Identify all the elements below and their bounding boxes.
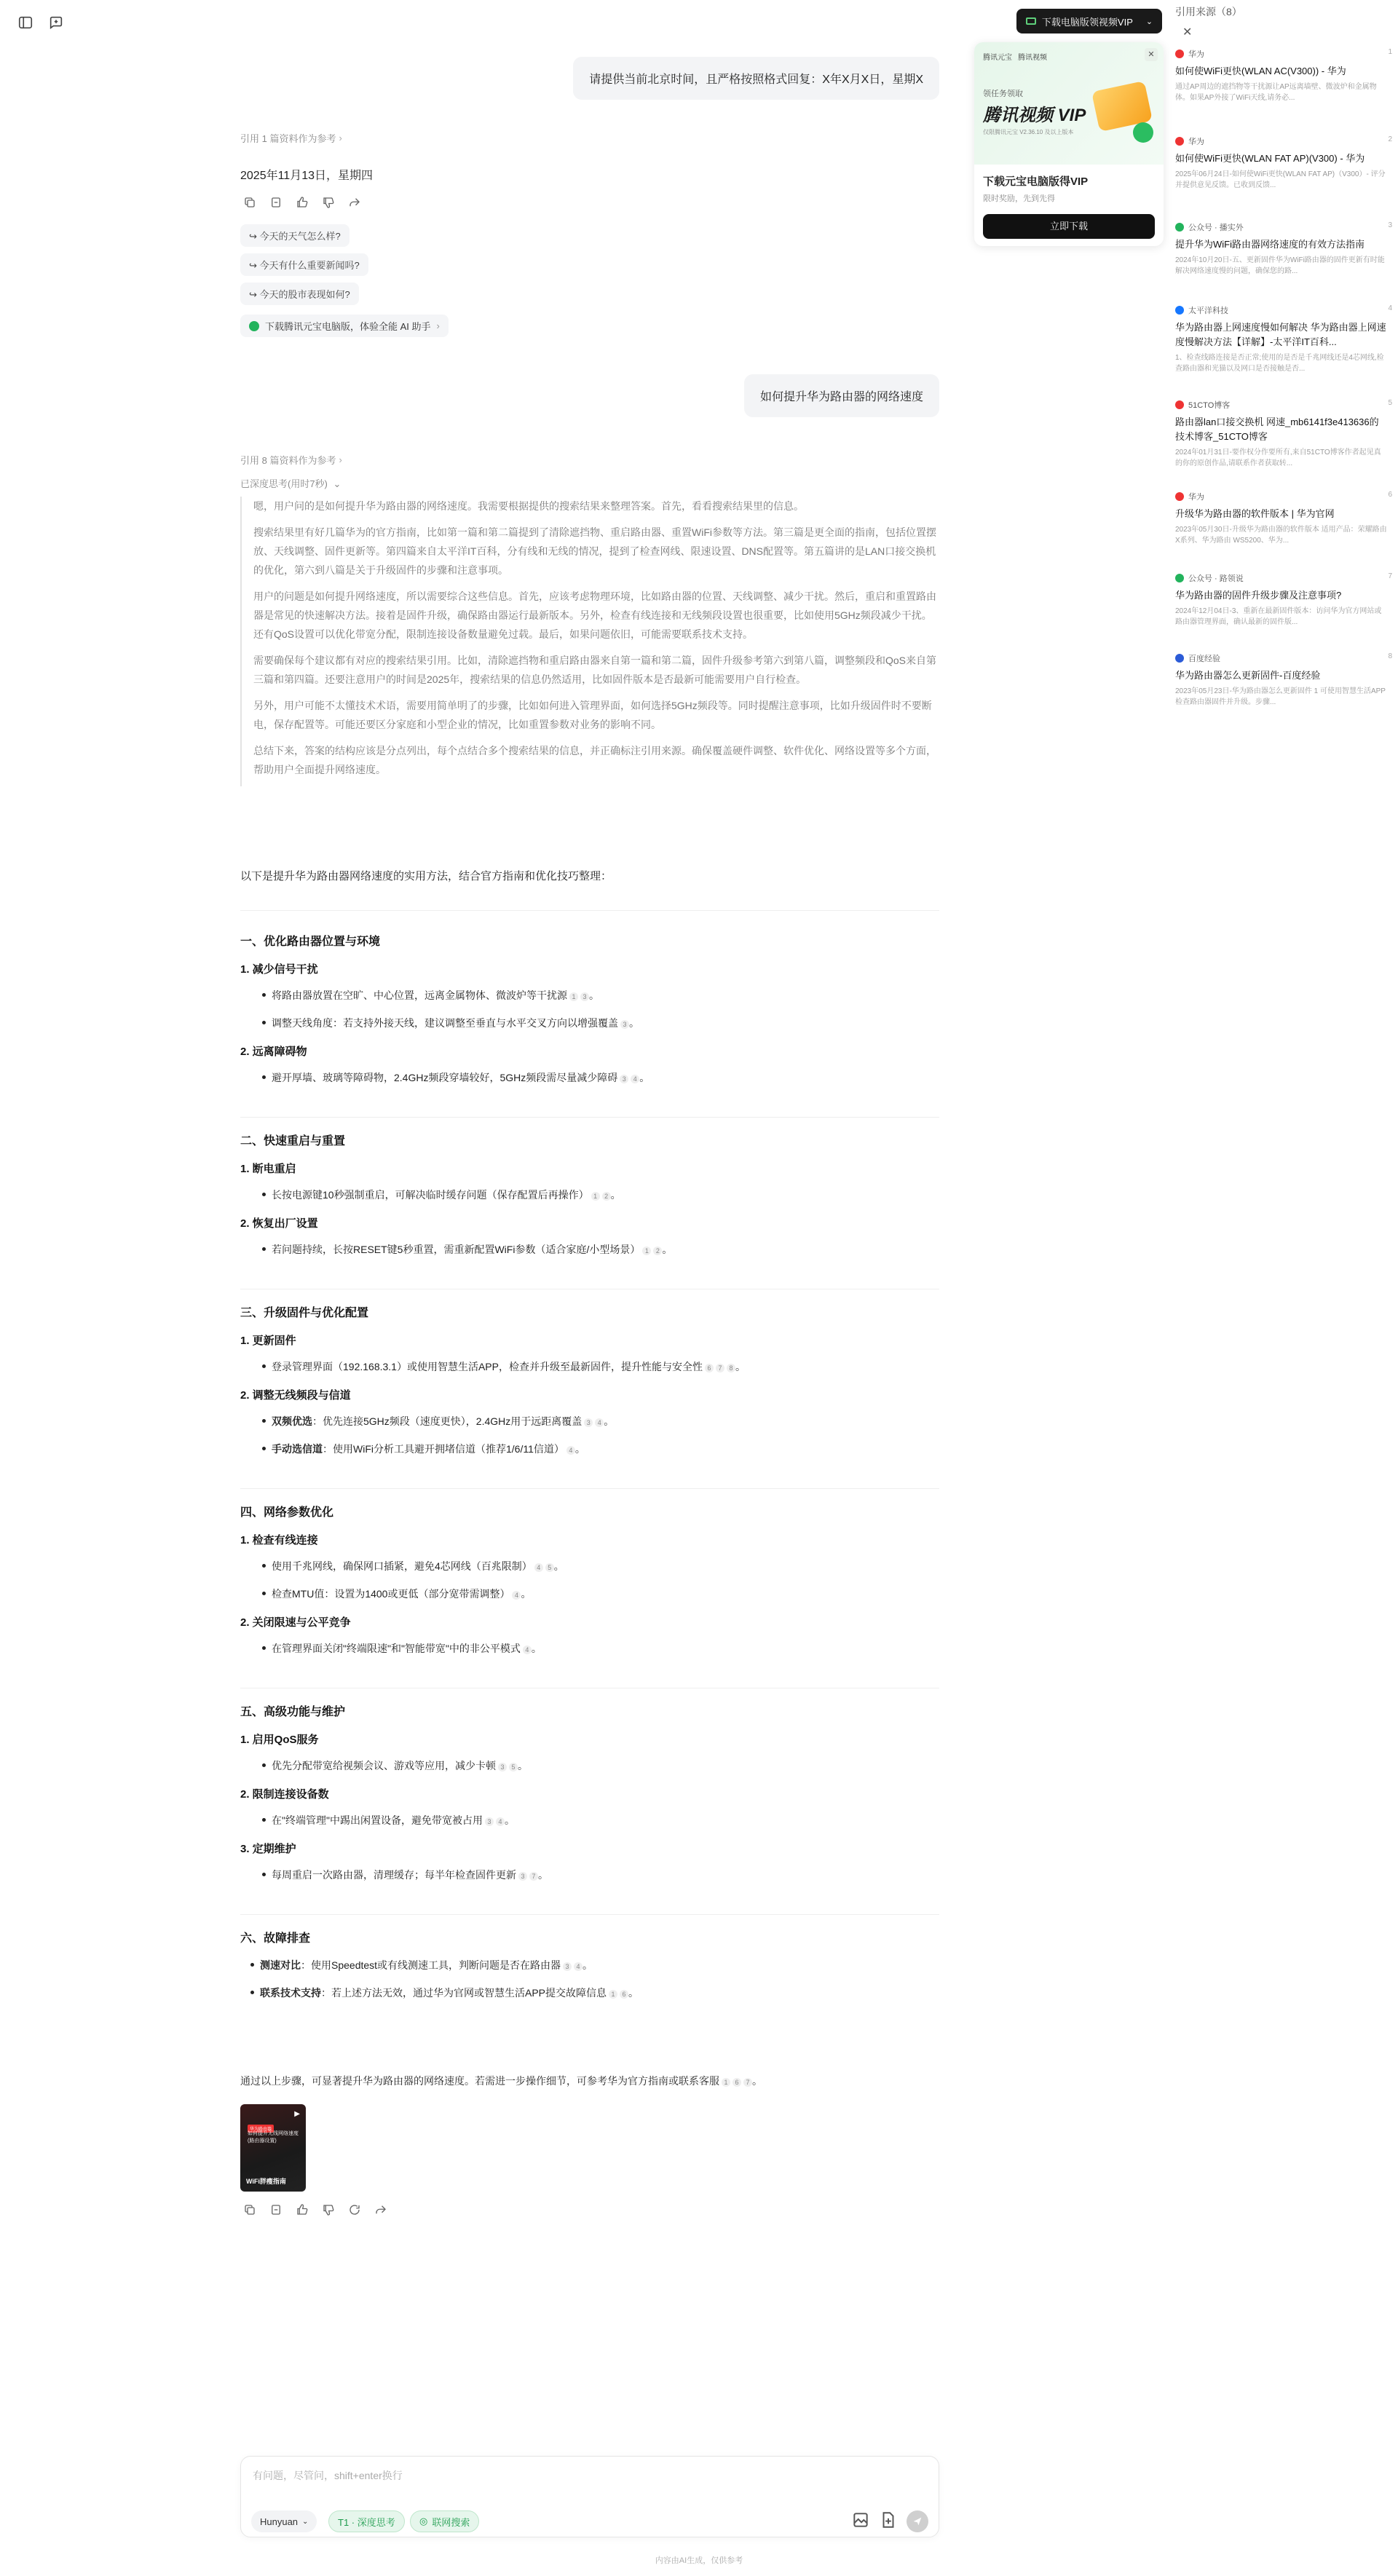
bullet-content: 长按电源键10秒强制重启，可解决临时缓存问题（保存配置后再操作） 1 2 。 [272,1189,621,1201]
subsection-heading: 1. 启用QoS服务 [240,1734,319,1746]
bookmark-icon[interactable] [266,193,285,212]
bullet-item [262,1442,585,1456]
bullet-item [262,1587,531,1601]
source-snippet: 2024年10月20日-五、更新固件华为WiFi路由器的固件更新有时能解决网络速度慢的问题，确保您的路... [1175,256,1385,275]
share-icon[interactable] [345,193,364,212]
bullet-content: 使用千兆网线，确保网口插紧，避免4芯网线（百兆限制） 4 5 。 [272,1560,564,1572]
chevron-down-icon: ⌄ [1145,17,1153,26]
bullet-text: 将路由器放置在空旷、中心位置，远离金属物体、微波炉等干扰源 [272,989,567,1001]
citation-badge[interactable]: 4 [631,1075,639,1083]
bullet-item [262,1641,542,1656]
bullet-item [262,1016,639,1030]
web-search-toggle[interactable] [410,2510,479,2532]
citation-badge[interactable]: 1 [609,1990,617,1999]
ad-title: 下载元宝电脑版得VIP [983,175,1089,188]
ad-headline: 腾讯视频 VIP [983,106,1086,125]
image-upload-icon[interactable] [851,2510,870,2529]
bullet-dot [262,1592,266,1595]
source-snippet: 通过AP周边的遮挡物等干扰源让AP远离墙壁、微波炉和金属物体。如果AP外接了WiFi天线,请务必... [1175,83,1377,102]
deep-think-toggle[interactable] [328,2510,405,2532]
citation-badge[interactable]: 1 [722,2078,730,2087]
source-site-icon [1175,492,1184,501]
bullet-item [262,988,599,1003]
source-meta [1175,399,1388,411]
ad-brand-1: 腾讯元宝 [983,54,1012,62]
desktop-promo-text: 下载腾讯元宝电脑版，体验全能 AI 助手 [265,321,431,332]
source-site-name: 百度经验 [1188,655,1220,663]
suggestion-2-text: 今天有什么重要新闻吗? [259,260,360,271]
source-number: 5 [1388,399,1392,407]
bullet-content: 避开厚墙、玻璃等障碍物，2.4GHz频段穿墙较好，5GHz频段需尽量减少障碍 3 4 。 [272,1072,650,1083]
source-snippet: 2023年05月30日-升级华为路由器的软件版本 适用产品：荣耀路由X系列、华为路由 WS5200、华为... [1175,526,1387,545]
bullet-text: 调整天线角度：若支持外接天线，建议调整至垂直与水平交叉方向以增强覆盖 [272,1017,618,1029]
subsection-heading: 2. 关闭限速与公平竞争 [240,1616,351,1629]
source-number: 3 [1388,221,1392,229]
citation-badge[interactable]: 4 [574,1962,582,1971]
source-site-icon [1175,137,1184,146]
bullet-dot [262,1247,266,1251]
source-site-name: 51CTO博客 [1188,401,1231,410]
citation-badge[interactable]: 1 [642,1246,651,1255]
section-heading: 三、升级固件与优化配置 [240,1307,369,1319]
bullet-text: 长按电源键10秒强制重启，可解决临时缓存问题（保存配置后再操作） [272,1189,589,1201]
suggestion-3-text: 今天的股市表现如何? [259,289,350,300]
user-message-2-text: 如何提升华为路由器的网络速度 [759,391,923,403]
bullet-content: 每周重启一次路由器，清理缓存；每半年检查固件更新 3 7 。 [272,1869,548,1881]
source-item[interactable] [1175,304,1392,374]
source-snippet: 1、检查线路连接是否正常;使用的是否是千兆网线还是4芯网线,检查路由器和光猫以及网口是否接触是否... [1175,354,1384,373]
citation-badge[interactable]: 2 [602,1192,611,1201]
subsection-heading: 2. 限制连接设备数 [240,1788,329,1801]
ad-brands [983,51,1047,62]
bullet-content: 将路由器放置在空旷、中心位置，远离金属物体、微波炉等干扰源 1 3 。 [272,989,599,1001]
source-item[interactable] [1175,48,1392,103]
source-meta [1175,221,1388,233]
bullet-item [262,1359,746,1374]
source-site-name: 华为 [1188,50,1204,59]
bullet-text: 避开厚墙、玻璃等障碍物，2.4GHz频段穿墙较好，5GHz频段需尽量减少障碍 [272,1072,618,1083]
file-upload-icon[interactable] [879,2510,898,2529]
bullet-text: 使用千兆网线，确保网口插紧，避免4芯网线（百兆限制） [272,1560,532,1572]
bookmark-icon[interactable] [266,2200,285,2219]
ad-badge: 领任务领取 [983,90,1023,98]
download-desktop-label: 下载电脑版领视频VIP [1041,16,1133,28]
chevron-right-icon: › [339,454,342,465]
chevron-right-icon: › [339,133,342,143]
source-site-icon [1175,306,1184,315]
bullet-item [262,1414,614,1429]
bullet-strong: 联系技术支持 [260,1987,321,1999]
source-meta [1175,572,1388,584]
bullet-content: 在"终端管理"中踢出闲置设备，避免带宽被占用 3 4 。 [272,1814,515,1826]
bullet-content: 双频优选：优先连接5GHz频段（速度更快），2.4GHz用于远距离覆盖 3 4 。 [272,1415,615,1427]
source-site-icon [1175,223,1184,232]
suggestion-1-text: 今天的天气怎么样? [259,231,341,242]
source-title[interactable]: 如何使WiFi更快(WLAN FAT AP)(V300) - 华为 [1175,153,1365,164]
citation-badge[interactable]: 6 [732,2078,741,2087]
source-number: 7 [1388,572,1392,580]
thumbs-up-icon[interactable] [293,193,312,212]
monitor-icon [1026,17,1036,25]
chevron-down-icon: ⌄ [302,2517,309,2526]
bullet-content: 在管理界面关闭"终端限速"和"智能带宽"中的非公平模式 4 。 [272,1643,542,1654]
bullet-dot [262,1075,266,1079]
top-left-toolbar [17,15,64,31]
bullet-dot [262,1021,266,1024]
ad-close-icon[interactable]: ✕ [1145,48,1158,61]
suggestion-3[interactable]: ↪ 今天的股市表现如何? [240,283,359,305]
thinking-paragraph: 搜索结果里有好几篇华为的官方指南，比如第一篇和第二篇提到了清除遮挡物、重启路由器、重置WiFi参数等方法。第三篇是更全面的指南，包括位置摆放、天线调整、固件更新等。第四篇来自太平洋IT百科，分有线和无线的情况，提到了检查网线、限速设置、DNS配置等。第五篇讲的是LAN口接交换机的优化，第六到八篇是关于升级固件的步骤和注意事项。 [253,526,936,576]
regenerate-icon[interactable] [345,2200,364,2219]
source-title[interactable]: 如何使WiFi更快(WLAN AC(V300)) - 华为 [1175,66,1346,76]
suggestion-1[interactable]: ↪ 今天的天气怎么样? [240,224,350,247]
bullet-strong: 手动选信道 [272,1443,323,1455]
answer-intro: 以下是提升华为路由器网络速度的实用方法，结合官方指南和优化技巧整理： [240,870,612,882]
bullet-dot [262,1818,266,1822]
citation-badge[interactable]: 3 [498,1763,507,1771]
source-site-name: 太平洋科技 [1188,307,1228,315]
thinking-paragraph: 需要确保每个建议都有对应的搜索结果引用。比如，清除遮挡物和重启路由器来自第一篇和第二篇，固件升级参考第六到第八篇，调整频段和QoS来自第三篇和第四篇。还要注意用户的时间是2025年，搜索结果的信息仍然适用，比如固件版本是否最新可能需要用户自行检查。 [253,655,937,685]
citation-badge[interactable]: 4 [512,1591,521,1600]
chevron-down-icon: ⌄ [333,478,341,489]
thumbs-down-icon[interactable] [319,193,338,212]
subsection-heading: 1. 检查有线连接 [240,1534,318,1546]
user-message-1 [573,57,939,100]
citation-badge[interactable]: 7 [716,1364,724,1372]
citation-badge[interactable]: 3 [620,1020,629,1029]
bullet-text: 在管理界面关闭"终端限速"和"智能带宽"中的非公平模式 [272,1643,521,1654]
bullet-dot [262,1447,266,1450]
bullet-dot [262,1364,266,1368]
answer-1-text: 2025年11月13日，星期四 [240,170,374,182]
bullet-text: ：优先连接5GHz频段（速度更快），2.4GHz用于远距离覆盖 [312,1415,582,1427]
answer-1-actions [240,193,364,212]
bullet-dot [262,1419,266,1423]
user-message-2 [744,374,939,417]
answer-2-actions [240,2200,390,2219]
citation-badge[interactable]: 6 [705,1364,714,1372]
source-item[interactable] [1175,135,1392,191]
video-brand: WiFi胖瘦指南 [246,2178,286,2185]
source-number: 6 [1388,491,1392,499]
thumbs-up-icon[interactable] [293,2200,312,2219]
citation-badge[interactable]: 4 [595,1418,604,1427]
bullet-text: ：使用Speedtest或有线测速工具，判断问题是否在路由器 [301,1959,561,1971]
citation-badge[interactable]: 4 [534,1563,543,1572]
conclusion [240,2074,762,2088]
ad-banner [974,42,1164,165]
reference-count-2[interactable] [240,453,342,467]
source-title[interactable]: 升级华为路由器的软件版本 | 华为官网 [1175,508,1335,519]
yuanbao-logo-icon [249,321,259,331]
citation-badge[interactable]: 4 [566,1446,575,1455]
citation-badge[interactable]: 4 [523,1645,532,1654]
copy-icon[interactable] [240,193,259,212]
source-site-icon [1175,50,1184,58]
citation-badge[interactable]: 1 [591,1192,600,1201]
globe-icon: ◎ [419,2516,428,2526]
subsection-heading: 1. 断电重启 [240,1163,296,1175]
subsection-heading: 2. 恢复出厂设置 [240,1217,318,1230]
bullet-item [262,1242,672,1257]
citation-badge[interactable]: 3 [485,1817,494,1826]
citation-badge[interactable]: 3 [563,1962,572,1971]
bullet-text: 若问题持续，长按RESET键5秒重置，需重新配置WiFi参数（适合家庭/小型场景） [272,1244,641,1255]
source-title[interactable]: 华为路由器上网速度慢如何解决 华为路由器上网速度慢解决方法【详解】-太平洋IT百科... [1175,322,1386,347]
bullet-dot [262,993,266,997]
source-snippet: 2025年06月24日-如何使WiFi更快(WLAN FAT AP)（V300）- 评分并提供意见反馈。已收到反馈... [1175,170,1386,189]
citation-badge[interactable]: 4 [496,1817,505,1826]
ad-brand-2: 腾讯视频 [1018,54,1047,62]
bullet-content: 手动选信道：使用WiFi分析工具避开拥堵信道（推荐1/6/11信道） 4 。 [272,1443,585,1455]
source-meta [1175,304,1388,316]
ad-download-button[interactable]: 立即下载 [983,214,1155,239]
source-site-name: 公众号 · 播实外 [1188,224,1244,232]
thumbs-down-icon[interactable] [319,2200,338,2219]
close-icon[interactable]: ✕ [1182,26,1193,39]
thinking-paragraph: 总结下来，答案的结构应该是分点列出，每个点结合多个搜索结果的信息，并正确标注引用来源。确保覆盖硬件调整、软件优化、网络设置等多个方面，帮助用户全面提升网络速度。 [253,745,936,775]
sources-title: 引用来源（8） [1175,6,1242,17]
citation-badge[interactable]: 7 [743,2078,752,2087]
ai-disclaimer: 内容由AI生成，仅供参考 [655,2556,743,2565]
bullet-dot [250,1991,254,1994]
conclusion-text: 通过以上步骤，可显著提升华为路由器的网络速度。若需进一步操作细节，可参考华为官方指南或联系客服 [240,2075,719,2087]
bullet-content: 若问题持续，长按RESET键5秒重置，需重新配置WiFi参数（适合家庭/小型场景） 1 2 。 [272,1244,673,1255]
section-heading: 四、网络参数优化 [240,1506,334,1519]
citation-badge[interactable]: 6 [620,1990,628,1999]
citation-badge[interactable]: 8 [727,1364,735,1372]
citation-badge[interactable]: 7 [529,1872,538,1881]
bullet-item [262,1559,564,1573]
sidebar-toggle-icon[interactable] [17,15,33,31]
bullet-item [262,1070,649,1085]
source-item[interactable] [1175,399,1392,469]
model-selector[interactable] [251,2510,317,2532]
source-site-name: 华为 [1188,493,1204,502]
play-icon [1133,122,1153,143]
subsection-heading: 1. 更新固件 [240,1335,296,1347]
reference-count-1-label: 引用 1 篇资料作为参考 [240,133,336,144]
reference-count-2-label: 引用 8 篇资料作为参考 [240,455,336,466]
video-thumbnail[interactable] [240,2104,306,2192]
subsection-heading: 2. 远离障碍物 [240,1046,307,1058]
video-tag: 华为路由器 [248,2125,274,2133]
bullet-dot [262,1193,266,1196]
source-meta [1175,652,1388,664]
bullet-text: ：使用WiFi分析工具避开拥堵信道（推荐1/6/11信道） [323,1443,564,1455]
subsection-heading: 2. 调整无线频段与信道 [240,1389,351,1402]
bullet-item [262,1758,528,1773]
bullet-text: ：若上述方法无效，通过华为官网或智慧生活APP提交故障信息 [321,1987,607,1999]
source-title[interactable]: 华为路由器的固件升级步骤及注意事项? [1175,590,1342,601]
source-item[interactable] [1175,652,1392,708]
new-chat-icon[interactable] [48,15,64,31]
bullet-item [250,1986,639,2000]
ad-small-print: 仅限腾讯元宝 V2.36.10 及以上版本 [983,129,1074,135]
source-item[interactable] [1175,221,1392,277]
thinking-paragraph: 另外，用户可能不太懂技术术语，需要用简单明了的步骤，比如如何进入管理界面，如何选择5GHz频段等。同时提醒注意事项，比如升级固件时不要断电，保存配置等。可能还要区分家庭和小型企业的情况，比如重置参数对业务的影响不同。 [253,700,932,730]
citation-badge[interactable]: 1 [569,992,578,1001]
citation-badge[interactable]: 5 [545,1563,554,1572]
deep-think-header[interactable] [240,476,341,490]
desktop-promo-link[interactable] [240,315,449,337]
web-search-label: 联网搜索 [432,2516,470,2528]
divider [240,1117,939,1118]
ad-subtitle: 限时奖励，先到先得 [983,194,1055,203]
source-meta [1175,491,1388,502]
citation-badge[interactable]: 2 [653,1246,662,1255]
source-site-icon [1175,654,1184,663]
divider [240,1914,939,1915]
source-snippet: 2024年12月04日-3、重新在最新固件版本：访问华为官方网站或路由器管理界面，确认最新的固件版... [1175,607,1382,626]
citation-badge[interactable]: 3 [620,1075,628,1083]
chat-input-box [240,2456,939,2537]
source-site-name: 华为 [1188,138,1204,146]
bullet-item [250,1958,593,1972]
conclusion-citations: 1 6 7 。 [719,2075,762,2087]
source-title[interactable]: 华为路由器怎么更新固件-百度经验 [1175,670,1321,681]
bullet-content: 测速对比：使用Speedtest或有线测速工具，判断问题是否在路由器 3 4 。 [260,1959,593,1971]
source-snippet: 2024年01月31日-要作权分作要所有,来自51CTO博客作者起见真的你的原创作品,请联系作者获取转... [1175,449,1381,467]
thinking-paragraph: 嗯，用户问的是如何提升华为路由器的网络速度。我需要根据提供的搜索结果来整理答案。首先，看看搜索结果里的信息。 [253,500,804,512]
citation-badge[interactable]: 3 [584,1418,593,1427]
vip-ad-card [974,42,1164,246]
bullet-text: 优先分配带宽给视频会议、游戏等应用，减少卡顿 [272,1760,496,1771]
section-heading: 六、故障排查 [240,1932,311,1945]
section-heading: 一、优化路由器位置与环境 [240,936,381,948]
bullet-content: 登录管理界面（192.168.3.1）或使用智慧生活APP，检查并升级至最新固件，提升性能与安全性 6 7 8 。 [272,1361,746,1372]
send-arrow-icon [912,2516,923,2527]
chat-input[interactable]: 有问题，尽管问，shift+enter换行 [253,2470,403,2481]
divider [240,1488,939,1489]
suggestion-2[interactable]: ↪ 今天有什么重要新闻吗? [240,253,368,276]
bullet-dot [262,1646,266,1650]
source-snippet: 2023年05月23日-华为路由器怎么更新固件 1 可使用智慧生活APP检查路由器固件并升级。步骤... [1175,687,1386,706]
video-title: 如何提升无线网络速度(路由器设置) [248,2131,299,2144]
bullet-text: 每周重启一次路由器，清理缓存；每半年检查固件更新 [272,1869,516,1881]
source-meta [1175,135,1388,147]
thinking-panel [240,497,939,786]
copy-icon[interactable] [240,2200,259,2219]
bullet-dot [262,1873,266,1876]
section-heading: 五、高级功能与维护 [240,1706,346,1718]
source-title[interactable]: 提升华为WiFi路由器网络速度的有效方法指南 [1175,239,1365,250]
bullet-text: 检查MTU值：设置为1400或更低（部分宽带需调整） [272,1588,510,1600]
reference-count-1[interactable] [240,131,342,145]
bullet-content: 调整天线角度：若支持外接天线，建议调整至垂直与水平交叉方向以增强覆盖 3 。 [272,1017,639,1029]
bullet-item [262,1868,548,1882]
download-desktop-button[interactable] [1016,9,1162,33]
bullet-dot [262,1763,266,1767]
source-title[interactable]: 路由器lan口接交换机 网速_mb6141f3e413636的技术博客_51CTO博客 [1175,416,1379,442]
deep-think-toggle-label: T1 · 深度思考 [338,2516,395,2528]
bullet-text: 在"终端管理"中踢出闲置设备，避免带宽被占用 [272,1814,483,1826]
bullet-text: 登录管理界面（192.168.3.1）或使用智慧生活APP，检查并升级至最新固件，提升性能与安全性 [272,1361,703,1372]
bullet-item [262,1188,621,1202]
bullet-content: 检查MTU值：设置为1400或更低（部分宽带需调整） 4 。 [272,1588,532,1600]
chevron-right-icon: › [436,320,440,331]
source-number: 1 [1388,48,1392,56]
thinking-paragraph: 用户的问题是如何提升网络速度，所以需要综合这些信息。首先，应该考虑物理环境，比如路由器的位置、天线调整、减少干扰。然后，重启和重置路由器是常见的快速解决方法。接着是固件升级，确保路由器运行最新版本。另外，检查有线连接和无线频段设置也很重要，比如使用5GHz频段减少干扰。还有QoS设置可以优化带宽分配，限制连接设备数量避免过载。最后，如果问题依旧，可能需要联系技术支持。 [253,590,936,640]
bullet-content: 联系技术支持：若上述方法无效，通过华为官网或智慧生活APP提交故障信息 1 6 。 [260,1987,639,1999]
source-site-icon [1175,574,1184,582]
divider [240,910,939,911]
bullet-content: 优先分配带宽给视频会议、游戏等应用，减少卡顿 3 5 。 [272,1760,528,1771]
bullet-dot [250,1963,254,1967]
bullet-strong: 双频优选 [272,1415,312,1427]
send-button[interactable] [907,2510,928,2532]
source-item[interactable] [1175,572,1392,628]
deep-think-label: 已深度思考(用时7秒) [240,478,328,489]
subsection-heading: 3. 定期维护 [240,1843,296,1855]
model-label: Hunyuan [260,2516,299,2527]
bullet-strong: 测速对比 [260,1959,301,1971]
source-site-icon [1175,400,1184,409]
share-icon[interactable] [371,2200,390,2219]
bullet-item [262,1813,515,1828]
source-site-name: 公众号 · 路领说 [1188,574,1244,583]
source-number: 2 [1388,135,1392,143]
source-number: 4 [1388,304,1392,312]
section-heading: 二、快速重启与重置 [240,1135,346,1147]
play-icon: ▶ [294,2110,300,2118]
citation-badge[interactable]: 3 [580,992,589,1001]
bullet-dot [262,1564,266,1568]
source-number: 8 [1388,652,1392,660]
chat-column [240,0,939,2185]
citation-badge[interactable]: 5 [509,1763,518,1771]
source-meta [1175,48,1388,60]
answer-1 [240,166,373,183]
citation-badge[interactable]: 3 [518,1872,527,1881]
user-message-1-text: 请提供当前北京时间，且严格按照格式回复：X年X月X日，星期X [589,74,923,86]
subsection-heading: 1. 减少信号干扰 [240,963,318,976]
source-item[interactable] [1175,491,1392,546]
